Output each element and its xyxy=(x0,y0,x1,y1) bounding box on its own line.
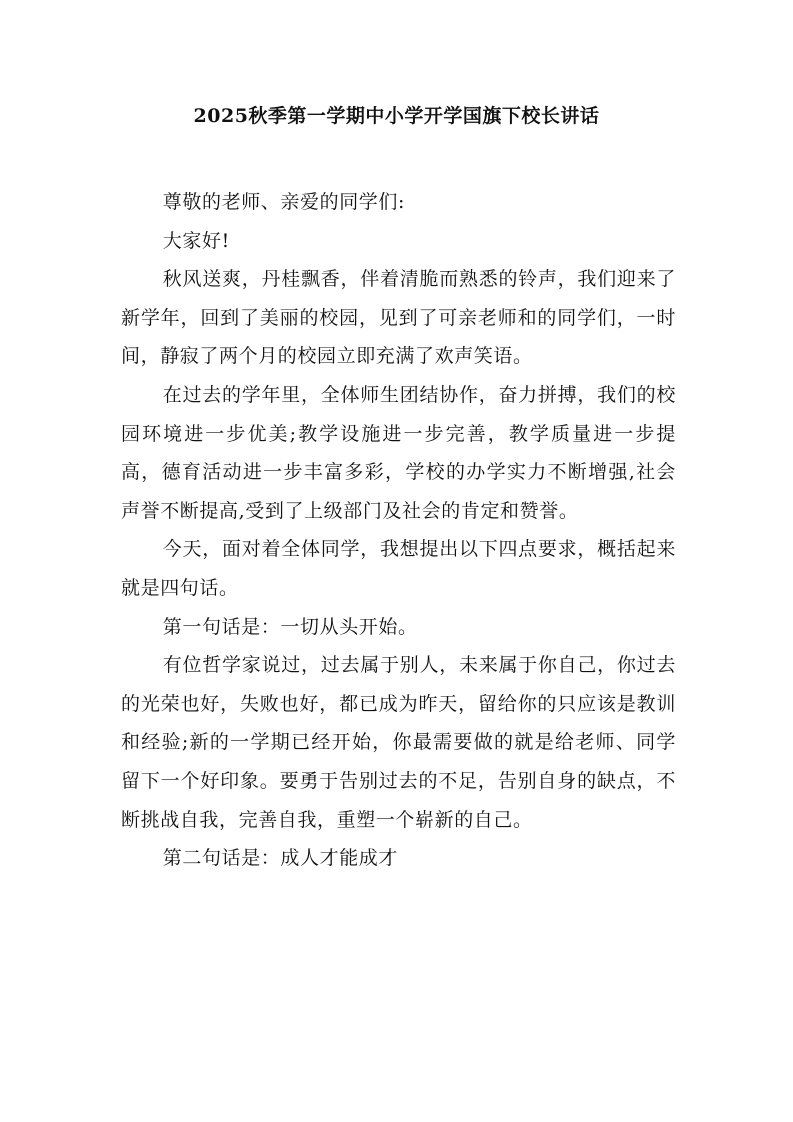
paragraph-requirements-intro: 今天，面对着全体同学，我想提出以下四点要求，概括起来就是四句话。 xyxy=(121,538,676,599)
paragraph-salutation: 尊敬的老师、亲爱的同学们: xyxy=(162,191,405,213)
paragraph-opening: 秋风送爽，丹桂飘香，伴着清脆而熟悉的铃声，我们迎来了新学年，回到了美丽的校园，见到了可亲老师和的同学们，一时间，静寂了两个月的校园立即充满了欢声笑语。 xyxy=(121,268,676,368)
document-body xyxy=(121,183,676,878)
paragraph-first-point-detail: 有位哲学家说过，过去属于别人，未来属于你自己，你过去的光荣也好，失败也好，都已成为昨天，留给你的只应该是教训和经验;新的一学期已经开始，你最需要做的就是给老师、同学留下一个好印象。要勇于告别过去的不足，告别自身的缺点，不断挑战自我，完善自我，重塑一个崭新的自己。 xyxy=(121,654,676,831)
paragraph-first-point: 第一句话是：一切从头开始。 xyxy=(162,615,418,638)
paragraph-second-point: 第二句话是：成人才能成才 xyxy=(162,847,398,870)
document-title: 2025秋季第一学期中小学开学国旗下校长讲话 xyxy=(193,105,600,127)
paragraph-review: 在过去的学年里，全体师生团结协作，奋力拼搏，我们的校园环境进一步优美;教学设施进一步完善，教学质量进一步提高，德育活动进一步丰富多彩，学校的办学实力不断增强,社会声誉不断提高,受到了上级部门及社会的肯定和赞誉。 xyxy=(121,383,676,522)
paragraph-greeting: 大家好! xyxy=(162,229,230,252)
